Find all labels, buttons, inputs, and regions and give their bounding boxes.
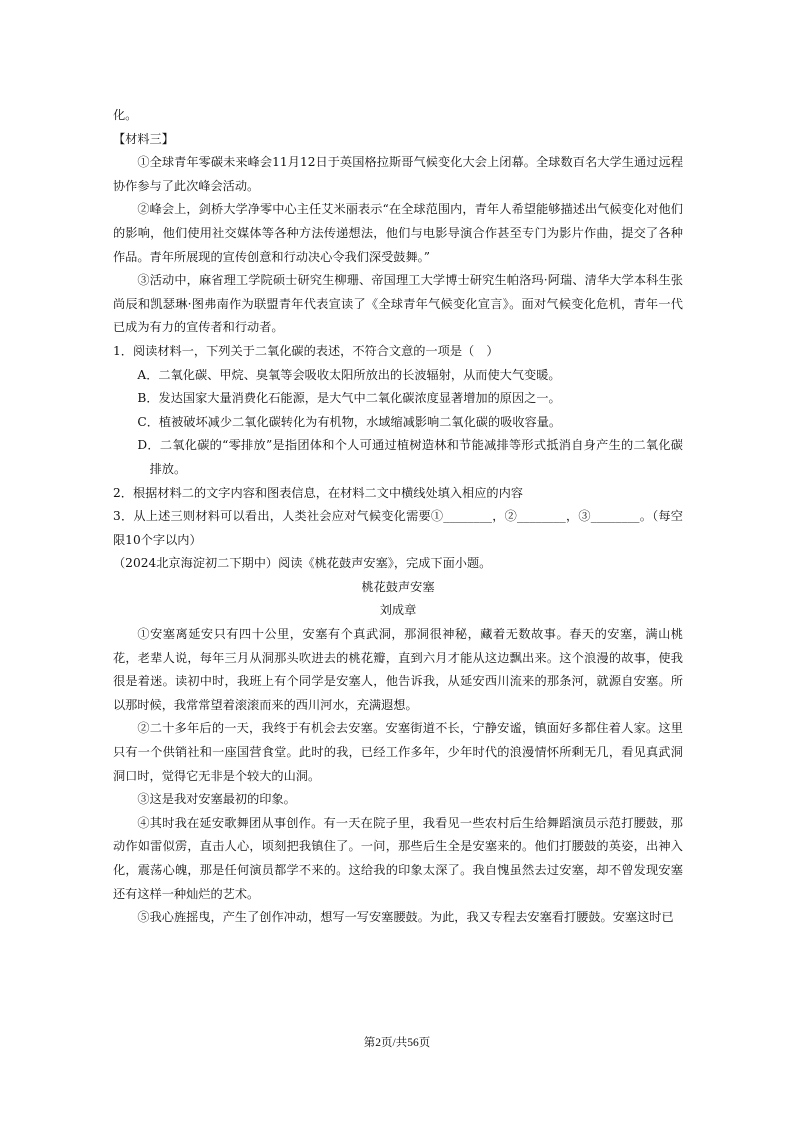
paragraph: 化。 (113, 108, 138, 122)
document-body (113, 104, 683, 930)
paragraph: ④其时我在延安歌舞团从事创作。有一天在院子里，我看见一些农村后生给舞蹈演员示范打腰鼓，那动作如雷似雳，直击人心，顷刻把我镇住了。一问，那些后生全是安塞来的。他们打腰鼓的英姿，出神入化，震荡心魄，那是任何演员都学不来的。这给我的印象太深了。我自愧虽然去过安塞，却不曾发现安塞还有这样一种灿烂的艺术。 (113, 815, 683, 901)
paragraph: 3．从上述三则材料可以看出，人类社会应对气候变化需要①________，②________，③________。（每空限10个字以内） (113, 509, 683, 547)
paragraph: 【材料三】 (113, 131, 174, 146)
paragraph: ③这是我对安塞最初的印象。 (137, 792, 296, 807)
paragraph: 1．阅读材料一，下列关于二氧化碳的表述，不符合文意的一项是（ ） (113, 343, 499, 358)
paragraph: ①安塞离延安只有四十公里，安塞有个真武洞，那洞很神秘，藏着无数故事。春天的安塞，满山桃花，老辈人说，每年三月从洞那头吹进去的桃花瓣，直到六月才能从这边飘出来。这个浪漫的故事，使我很是着迷。读初中时，我班上有个同学是安塞人，他告诉我，从延安西川流来的那条河，就源自安塞。所以那时候，我常常望着滚滚而来的西川河水，充满遐想。 (113, 627, 683, 712)
paragraph: （2024北京海淀初二下期中）阅读《桃花鼓声安塞》，完成下面小题。 (113, 556, 492, 571)
paragraph: C．植被破坏减少二氧化碳转化为有机物，水域缩减影响二氧化碳的吸收容量。 (137, 414, 562, 429)
passage-title: 刘成章 (379, 603, 417, 618)
paragraph: 2．根据材料二的文字内容和图表信息，在材料二文中横线处填入相应的内容 (113, 485, 523, 500)
paragraph: A．二氧化碳、甲烷、臭氧等会吸收太阳所放出的长波辐射，从而使大气变暖。 (137, 367, 561, 382)
paragraph: ①全球青年零碳未来峰会11月12日于英国格拉斯哥气候变化大会上闭幕。全球数百名大学生通过远程协作参与了此次峰会活动。 (113, 155, 683, 193)
paragraph: ③活动中，麻省理工学院硕士研究生柳珊、帝国理工大学博士研究生帕洛玛·阿瑞、清华大学本科生张尚辰和凯瑟琳·图弗南作为联盟青年代表宣读了《全球青年气候变化宣言》。面对气候变化危机，青年一代已成为有力的宣传者和行动者。 (113, 273, 683, 335)
page-footer: 第2页/共56页 (363, 1037, 431, 1049)
paragraph: B．发达国家大量消费化石能源，是大气中二氧化碳浓度显著增加的原因之一。 (137, 391, 561, 406)
paragraph: ②峰会上，剑桥大学净零中心主任艾米丽表示“在全球范围内，青年人希望能够描述出气候变化对他们的影响，他们使用社交媒体等各种方法传递想法，他们与电影导演合作甚至专门为影片作曲，提交了各种作品。青年所展现的宣传创意和行动决心令我们深受鼓舞。” (113, 202, 683, 264)
passage-title: 桃花鼓声安塞 (361, 579, 435, 594)
paragraph: D．二氧化碳的“零排放”是指团体和个人可通过植树造林和节能减排等形式抵消自身产生的二氧化碳排放。 (137, 438, 683, 476)
paragraph: ②二十多年后的一天，我终于有机会去安塞。安塞街道不长，宁静安谧，镇面好多都住着人家。这里只有一个供销社和一座国营食堂。此时的我，已经工作多年，少年时代的浪漫情怀所剩无几，看见真武洞洞口时，觉得它无非是个较大的山洞。 (113, 721, 683, 783)
paragraph: ⑤我心旌摇曳，产生了创作冲动，想写一写安塞腰鼓。为此，我又专程去安塞看打腰鼓。安塞这时已 (137, 910, 674, 925)
